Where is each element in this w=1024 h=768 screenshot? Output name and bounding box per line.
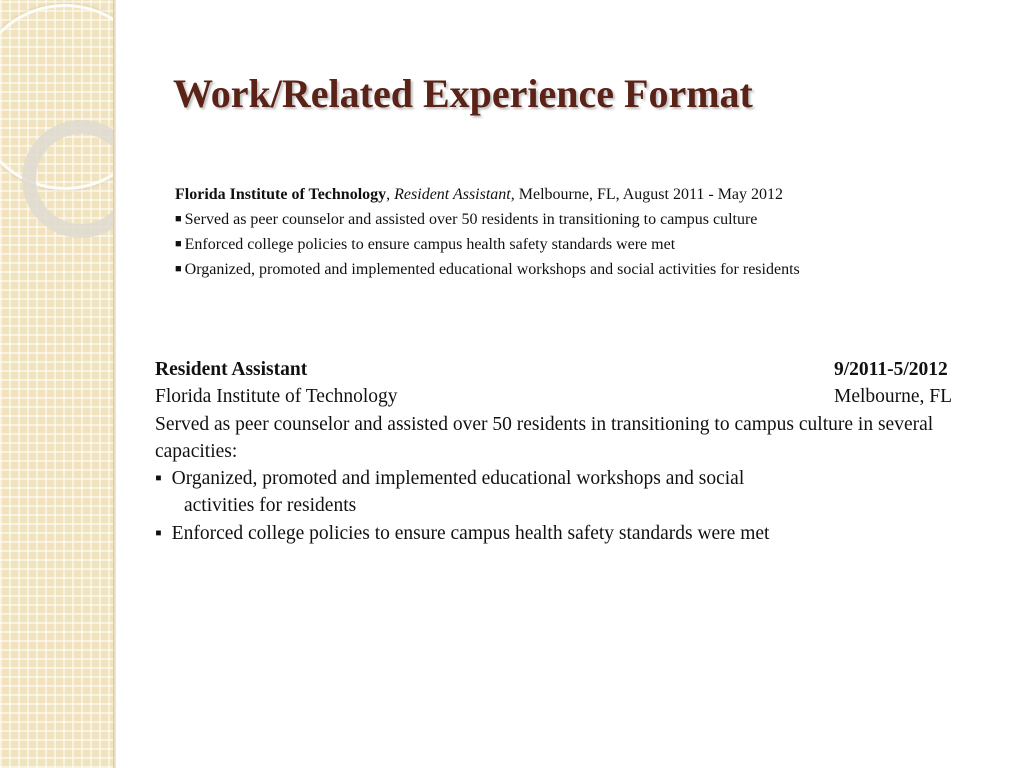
example-one-bullet — [175, 257, 800, 282]
example-two-header-row — [155, 356, 970, 383]
example-two-bullet-text: Enforced college policies to ensure campus health safety standards were met — [171, 522, 770, 544]
example-two-dates: 9/2011-5/2012 — [834, 359, 948, 380]
example-two-summary: Served as peer counselor and assisted over 50 residents in transitioning to campus culture in several capacities: — [155, 413, 934, 462]
decorative-ring-small — [22, 120, 113, 238]
example-two-location: Melbourne, FL — [834, 386, 953, 408]
example-two-org-row — [155, 383, 970, 410]
example-one-block — [175, 182, 800, 282]
decorative-side-panel — [0, 0, 113, 768]
example-one-bullet-text: Organized, promoted and implemented educational workshops and social activities for residents — [184, 261, 800, 278]
slide-title: Work/Related Experience Format — [173, 71, 753, 116]
decorative-ring-large — [0, 4, 113, 190]
example-one-location-dates: Melbourne, FL, August 2011 - May 2012 — [518, 186, 784, 203]
example-one-bullet-text: Served as peer counselor and assisted over 50 residents in transitioning to campus culture — [184, 211, 758, 228]
example-one-header — [175, 182, 800, 207]
example-one-bullet — [175, 232, 800, 257]
example-two-block — [155, 356, 970, 547]
bullet-square-icon: ▪ — [155, 522, 162, 544]
example-two-bullet-text: Organized, promoted and implemented educational workshops and social — [171, 468, 745, 490]
bullet-square-icon: ■ — [175, 213, 182, 225]
example-two-bullet-continuation: activities for residents — [184, 495, 357, 517]
bullet-square-icon: ■ — [175, 238, 182, 250]
example-two-bullet — [155, 465, 970, 492]
example-one-separator: , — [386, 186, 391, 203]
example-two-position: Resident Assistant — [155, 359, 308, 380]
example-one-position: Resident Assistant, — [394, 186, 515, 203]
example-one-bullet — [175, 207, 800, 232]
example-two-organization: Florida Institute of Technology — [155, 386, 398, 408]
example-one-bullet-text: Enforced college policies to ensure campus health safety standards were met — [184, 236, 676, 253]
bullet-square-icon: ■ — [175, 263, 182, 275]
example-two-bullet — [155, 520, 970, 547]
bullet-square-icon: ▪ — [155, 468, 162, 490]
example-one-organization: Florida Institute of Technology — [175, 186, 387, 203]
side-panel-edge — [113, 0, 116, 768]
